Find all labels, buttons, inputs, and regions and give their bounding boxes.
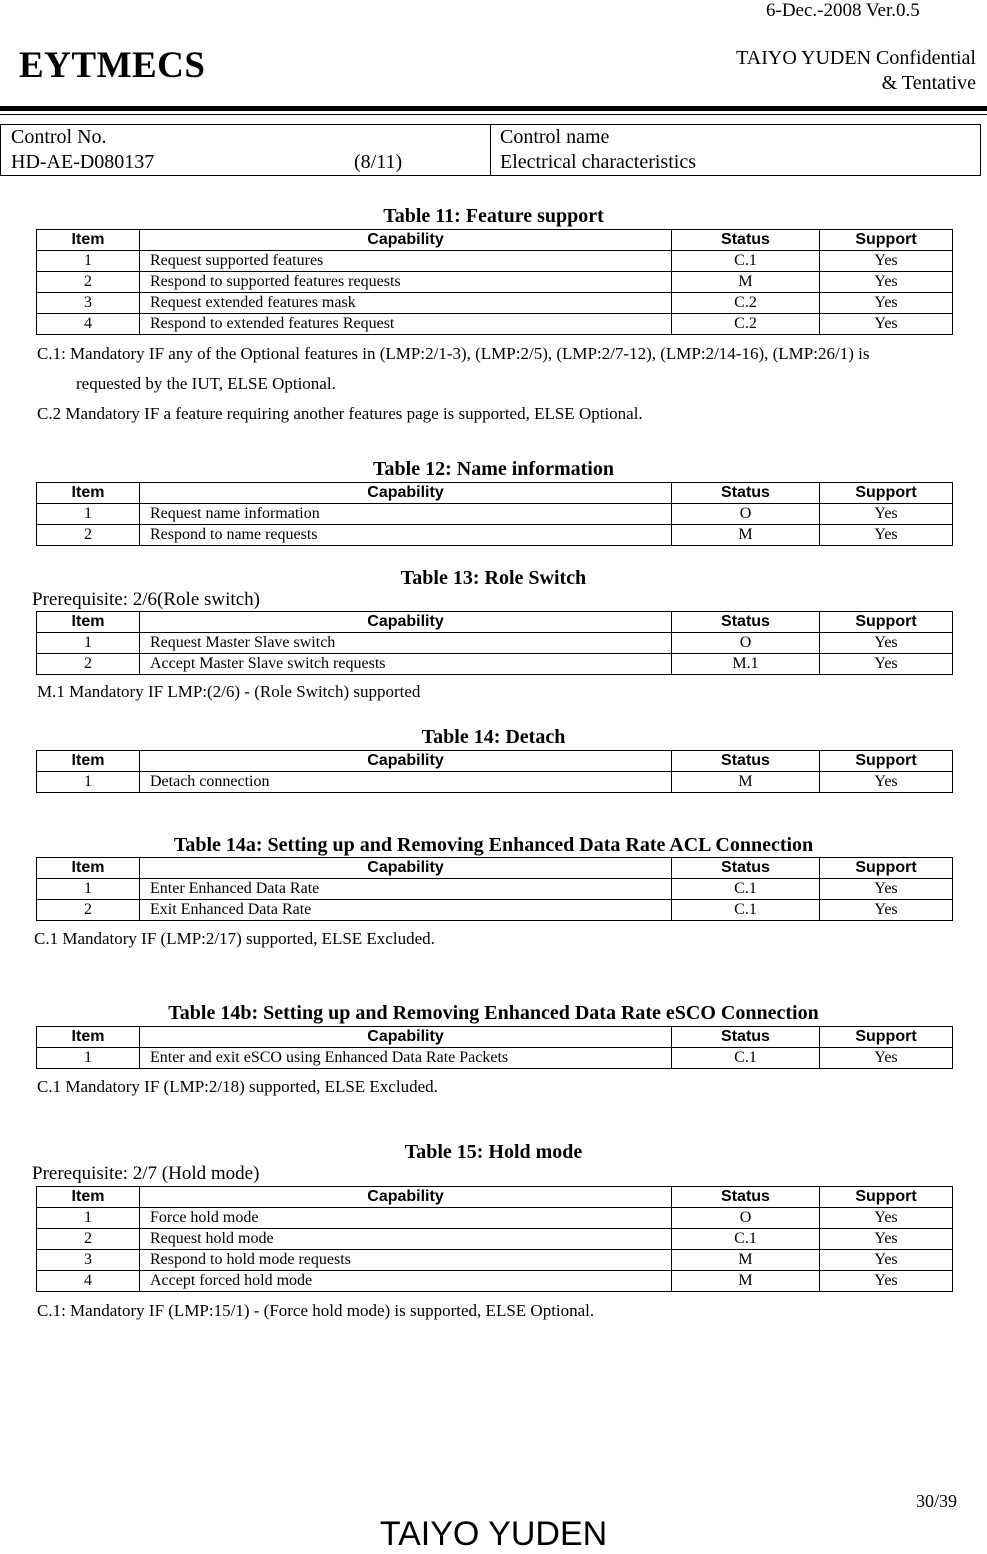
table-row	[37, 772, 953, 793]
header-capability: Capability	[140, 751, 672, 772]
cell-item: 1	[37, 772, 140, 793]
cell-support: Yes	[820, 633, 953, 654]
header-status: Status	[672, 1027, 820, 1048]
confidential-notice	[736, 46, 976, 96]
table-12	[36, 482, 953, 546]
header-capability: Capability	[140, 1187, 672, 1208]
cell-capability: Request extended features mask	[140, 293, 672, 314]
cell-capability: Respond to name requests	[140, 525, 672, 546]
table-11-note-1-line-2: requested by the IUT, ELSE Optional.	[76, 374, 336, 393]
company-logo: EYTMECS	[19, 45, 206, 86]
table-14a	[36, 857, 953, 921]
cell-support: Yes	[820, 504, 953, 525]
cell-support: Yes	[820, 772, 953, 793]
cell-capability: Enter and exit eSCO using Enhanced Data Rate Packets	[140, 1048, 672, 1069]
table-11-note-2: C.2 Mandatory IF a feature requiring another features page is supported, ELSE Optional.	[37, 404, 643, 423]
control-page-part: (8/11)	[354, 151, 403, 173]
table-11-title: Table 11: Feature support	[383, 205, 604, 227]
header-capability: Capability	[140, 612, 672, 633]
cell-capability: Respond to extended features Request	[140, 314, 672, 335]
cell-capability: Detach connection	[140, 772, 672, 793]
cell-support: Yes	[820, 293, 953, 314]
table-14a-note: C.1 Mandatory IF (LMP:2/17) supported, ELSE Excluded.	[34, 929, 435, 948]
header-item: Item	[37, 1187, 140, 1208]
control-no-label: Control No.	[11, 126, 107, 148]
cell-status: O	[672, 633, 820, 654]
table-14b	[36, 1026, 953, 1069]
cell-capability: Accept forced hold mode	[140, 1271, 672, 1292]
table-row	[37, 314, 953, 335]
date-version: 6-Dec.-2008 Ver.0.5	[766, 0, 920, 21]
table-header-row	[37, 230, 953, 251]
cell-capability: Enter Enhanced Data Rate	[140, 879, 672, 900]
confidential-line-2: & Tentative	[881, 72, 976, 94]
control-no-value: HD-AE-D080137	[11, 151, 155, 173]
table-row	[37, 1208, 953, 1229]
cell-status: M.1	[672, 654, 820, 675]
header-item: Item	[37, 612, 140, 633]
table-14b-note: C.1 Mandatory IF (LMP:2/18) supported, ELSE Excluded.	[37, 1077, 438, 1096]
cell-capability: Request supported features	[140, 251, 672, 272]
cell-support: Yes	[820, 251, 953, 272]
header-status: Status	[672, 483, 820, 504]
cell-status: O	[672, 1208, 820, 1229]
cell-item: 2	[37, 654, 140, 675]
control-divider	[490, 125, 491, 175]
cell-item: 2	[37, 900, 140, 921]
table-14	[36, 750, 953, 793]
footer-company: TAIYO YUDEN	[379, 1515, 608, 1553]
cell-status: M	[672, 272, 820, 293]
cell-capability: Respond to hold mode requests	[140, 1250, 672, 1271]
table-header-row	[37, 751, 953, 772]
cell-support: Yes	[820, 1229, 953, 1250]
header-capability: Capability	[140, 230, 672, 251]
cell-capability: Respond to supported features requests	[140, 272, 672, 293]
cell-capability: Request name information	[140, 504, 672, 525]
table-15-title: Table 15: Hold mode	[404, 1141, 583, 1163]
cell-item: 1	[37, 879, 140, 900]
table-13-title: Table 13: Role Switch	[400, 567, 587, 589]
header-item: Item	[37, 1027, 140, 1048]
confidential-line-1: TAIYO YUDEN Confidential	[736, 47, 976, 69]
cell-status: C.1	[672, 251, 820, 272]
table-11	[36, 229, 953, 335]
header-rule-thick	[0, 106, 987, 111]
cell-status: C.1	[672, 900, 820, 921]
cell-capability: Accept Master Slave switch requests	[140, 654, 672, 675]
cell-capability: Request hold mode	[140, 1229, 672, 1250]
cell-support: Yes	[820, 1250, 953, 1271]
header-status: Status	[672, 612, 820, 633]
cell-status: C.1	[672, 879, 820, 900]
table-header-row	[37, 858, 953, 879]
cell-status: C.2	[672, 314, 820, 335]
table-11-note-1-line-1: C.1: Mandatory IF any of the Optional features in (LMP:2/1-3), (LMP:2/5), (LMP:2/7-12), (LMP:2/14-16), (LMP:26/1) is	[37, 344, 870, 363]
table-header-row	[37, 612, 953, 633]
table-row	[37, 633, 953, 654]
cell-support: Yes	[820, 314, 953, 335]
header-rule-thin	[0, 114, 987, 115]
header-support: Support	[820, 230, 953, 251]
header-support: Support	[820, 1187, 953, 1208]
cell-support: Yes	[820, 272, 953, 293]
control-box	[0, 124, 981, 176]
cell-status: O	[672, 504, 820, 525]
cell-support: Yes	[820, 1048, 953, 1069]
cell-status: M	[672, 772, 820, 793]
header-capability: Capability	[140, 483, 672, 504]
cell-status: M	[672, 1250, 820, 1271]
header-item: Item	[37, 230, 140, 251]
table-15-note: C.1: Mandatory IF (LMP:15/1) - (Force hold mode) is supported, ELSE Optional.	[37, 1301, 595, 1320]
table-row	[37, 293, 953, 314]
table-13	[36, 611, 953, 675]
header-support: Support	[820, 612, 953, 633]
cell-support: Yes	[820, 525, 953, 546]
cell-support: Yes	[820, 900, 953, 921]
cell-capability: Force hold mode	[140, 1208, 672, 1229]
cell-item: 2	[37, 525, 140, 546]
cell-support: Yes	[820, 1208, 953, 1229]
header-status: Status	[672, 751, 820, 772]
table-12-title: Table 12: Name information	[373, 458, 614, 480]
table-row	[37, 879, 953, 900]
header-status: Status	[672, 1187, 820, 1208]
cell-item: 4	[37, 314, 140, 335]
cell-item: 3	[37, 1250, 140, 1271]
control-name-value: Electrical characteristics	[500, 151, 696, 173]
cell-item: 2	[37, 272, 140, 293]
table-row	[37, 272, 953, 293]
header-status: Status	[672, 858, 820, 879]
header-item: Item	[37, 483, 140, 504]
header-support: Support	[820, 483, 953, 504]
cell-status: C.1	[672, 1048, 820, 1069]
cell-status: M	[672, 525, 820, 546]
cell-item: 4	[37, 1271, 140, 1292]
table-13-prerequisite: Prerequisite: 2/6(Role switch)	[32, 589, 260, 610]
table-row	[37, 525, 953, 546]
cell-capability: Exit Enhanced Data Rate	[140, 900, 672, 921]
table-row	[37, 1229, 953, 1250]
table-header-row	[37, 1187, 953, 1208]
control-name-label: Control name	[500, 126, 610, 148]
cell-item: 1	[37, 633, 140, 654]
page-number: 30/39	[915, 1491, 957, 1511]
header-item: Item	[37, 858, 140, 879]
table-13-note: M.1 Mandatory IF LMP:(2/6) - (Role Switch) supported	[37, 682, 421, 701]
cell-status: C.2	[672, 293, 820, 314]
cell-support: Yes	[820, 879, 953, 900]
header-support: Support	[820, 1027, 953, 1048]
table-row	[37, 1271, 953, 1292]
table-row	[37, 504, 953, 525]
cell-capability: Request Master Slave switch	[140, 633, 672, 654]
table-row	[37, 900, 953, 921]
header-support: Support	[820, 858, 953, 879]
table-14b-title: Table 14b: Setting up and Removing Enhanced Data Rate eSCO Connection	[168, 1002, 819, 1024]
cell-item: 1	[37, 1048, 140, 1069]
table-header-row	[37, 1027, 953, 1048]
header-capability: Capability	[140, 1027, 672, 1048]
header-status: Status	[672, 230, 820, 251]
table-14a-title: Table 14a: Setting up and Removing Enhanced Data Rate ACL Connection	[173, 834, 814, 856]
cell-item: 1	[37, 1208, 140, 1229]
cell-item: 1	[37, 251, 140, 272]
cell-support: Yes	[820, 1271, 953, 1292]
table-row	[37, 1048, 953, 1069]
table-14-title: Table 14: Detach	[421, 726, 566, 748]
header-capability: Capability	[140, 858, 672, 879]
table-row	[37, 251, 953, 272]
cell-item: 1	[37, 504, 140, 525]
cell-support: Yes	[820, 654, 953, 675]
cell-item: 2	[37, 1229, 140, 1250]
header-support: Support	[820, 751, 953, 772]
cell-status: C.1	[672, 1229, 820, 1250]
header-item: Item	[37, 751, 140, 772]
table-15	[36, 1186, 953, 1292]
table-row	[37, 654, 953, 675]
cell-item: 3	[37, 293, 140, 314]
table-row	[37, 1250, 953, 1271]
table-header-row	[37, 483, 953, 504]
table-15-prerequisite: Prerequisite: 2/7 (Hold mode)	[32, 1163, 260, 1184]
cell-status: M	[672, 1271, 820, 1292]
